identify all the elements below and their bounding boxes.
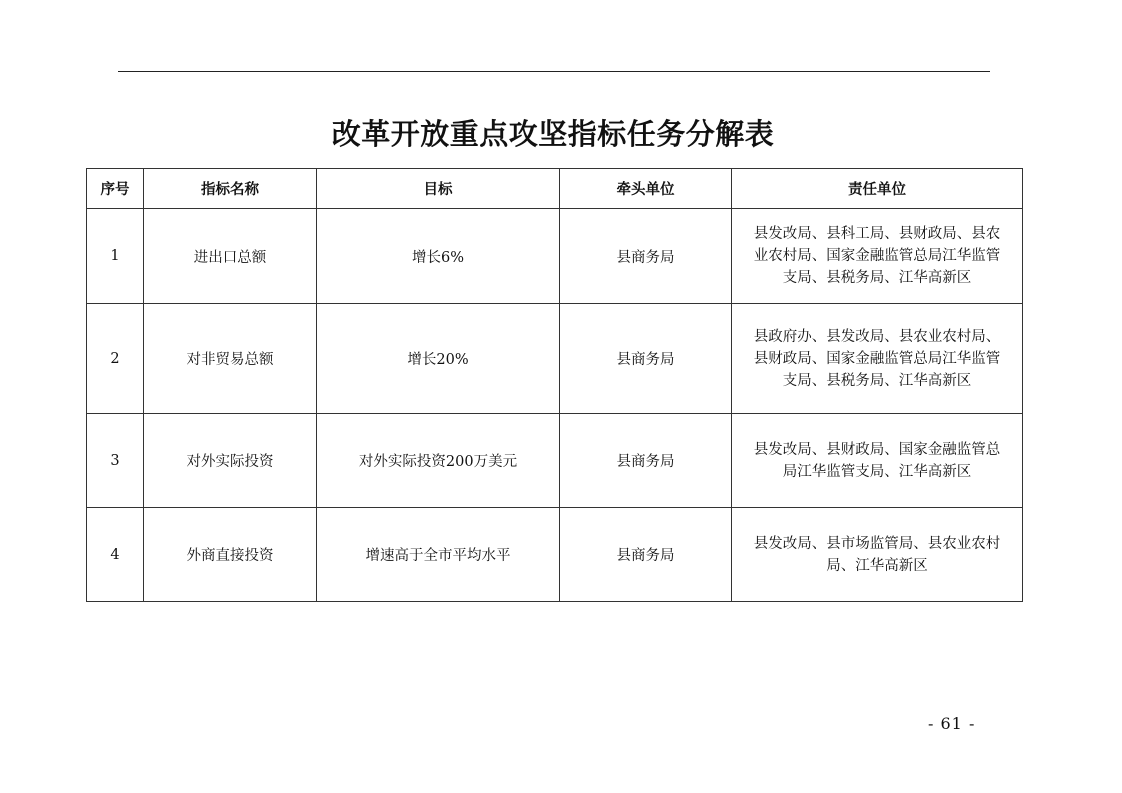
table-row [87, 508, 1023, 602]
header-serial-number: 序号 [87, 169, 144, 209]
document-title: 改革开放重点攻坚指标任务分解表 [331, 117, 775, 151]
responsible-line: 县财政局、国家金融监管总局江华监管 [753, 350, 1001, 367]
cell-lead-unit: 县商务局 [560, 414, 732, 508]
cell-lead-unit: 县商务局 [560, 304, 732, 414]
responsible-line: 县发改局、县科工局、县财政局、县农 [753, 226, 1001, 242]
table-row [87, 209, 1023, 304]
header-lead-unit: 牵头单位 [560, 169, 732, 209]
table-row [87, 304, 1023, 414]
header-target: 目标 [317, 169, 560, 209]
table-header-row [87, 169, 1023, 209]
responsible-line: 局江华监管支局、江华高新区 [782, 463, 972, 480]
cell-lead-unit: 县商务局 [560, 209, 732, 304]
cell-indicator-name: 进出口总额 [144, 209, 317, 304]
header-responsible-units: 责任单位 [732, 169, 1023, 209]
cell-indicator-name: 外商直接投资 [144, 508, 317, 602]
cell-lead-unit: 县商务局 [560, 508, 732, 602]
cell-responsible-units [732, 304, 1023, 414]
table-row [87, 414, 1023, 508]
cell-target: 对外实际投资200万美元 [317, 414, 560, 508]
cell-responsible-units [732, 414, 1023, 508]
cell-target: 增长6% [317, 209, 560, 304]
cell-responsible-units [732, 209, 1023, 304]
header-rule [118, 71, 990, 72]
cell-serial-number: 3 [87, 414, 144, 508]
cell-serial-number: 4 [87, 508, 144, 602]
header-indicator-name: 指标名称 [144, 169, 317, 209]
responsible-line: 县发改局、县市场监管局、县农业农村 [753, 535, 1001, 552]
cell-target: 增长20% [317, 304, 560, 414]
cell-serial-number: 2 [87, 304, 144, 414]
responsible-line: 县发改局、县财政局、国家金融监管总 [753, 441, 1001, 458]
responsible-line: 县政府办、县发改局、县农业农村局、 [753, 328, 1001, 345]
responsible-line: 局、江华高新区 [826, 557, 928, 574]
cell-indicator-name: 对外实际投资 [144, 414, 317, 508]
cell-responsible-units [732, 508, 1023, 602]
responsible-line: 业农村局、国家金融监管总局江华监管 [753, 248, 1001, 264]
cell-target: 增速高于全市平均水平 [317, 508, 560, 602]
task-breakdown-table [86, 168, 1023, 602]
cell-indicator-name: 对非贸易总额 [144, 304, 317, 414]
page-number: - 61 - [928, 714, 976, 733]
responsible-line: 支局、县税务局、江华高新区 [782, 270, 972, 286]
cell-serial-number: 1 [87, 209, 144, 304]
responsible-line: 支局、县税务局、江华高新区 [782, 372, 972, 389]
